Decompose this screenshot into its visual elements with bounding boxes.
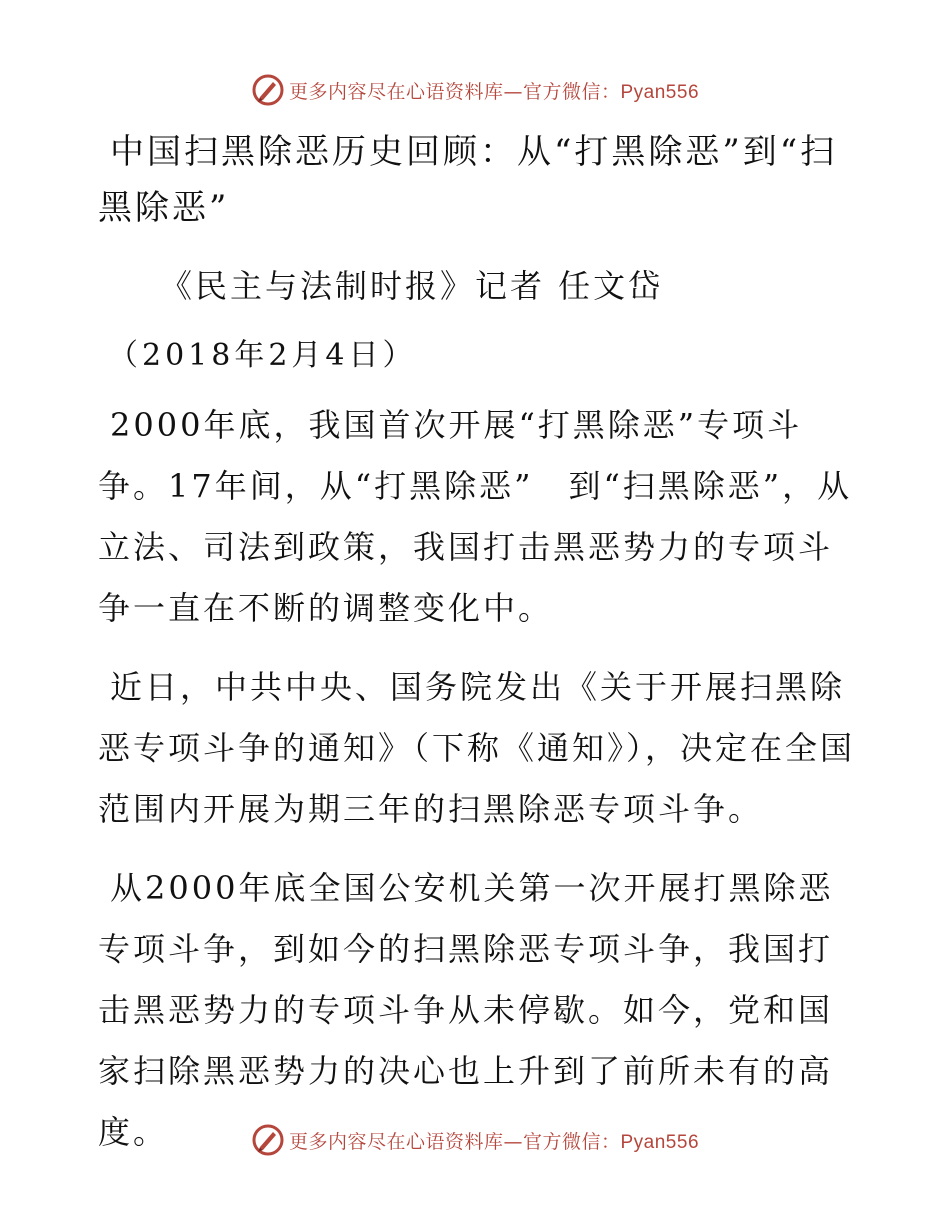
banner-text [289, 1127, 699, 1154]
wechat-id: Pyan556 [620, 1131, 700, 1153]
banner-slogan: 更多内容尽在心语资料库 [288, 80, 504, 103]
article [98, 118, 858, 1163]
banner-slogan: 更多内容尽在心语资料库 [288, 1130, 504, 1153]
article-date: （2018年2月4日） [108, 338, 417, 373]
wechat-id: Pyan556 [620, 81, 700, 103]
article-byline: 《民主与法制时报》记者 任文岱 [160, 267, 664, 305]
wechat-label: 官方微信： [522, 1130, 621, 1153]
footer-banner [0, 1120, 950, 1160]
pen-logo-icon [251, 73, 285, 107]
banner-text [289, 77, 699, 104]
paragraph: 2000年底，我国首次开展“打黑除恶”专项斗争。17年间，从“打黑除恶” 到“扫黑除恶”，从立法、司法到政策，我国打击黑恶势力的专项斗争一直在不断的调整变化中。 [98, 406, 853, 627]
banner-dash: — [503, 80, 523, 103]
banner-dash: — [503, 1130, 523, 1153]
wechat-label: 官方微信： [522, 80, 621, 103]
header-banner [0, 70, 950, 110]
article-title: 中国扫黑除恶历史回顾：从“打黑除恶”到“扫黑除恶” [98, 132, 838, 228]
paragraph: 从2000年底全国公安机关第一次开展打黑除恶专项斗争，到如今的扫黑除恶专项斗争，我国打击黑恶势力的专项斗争从未停歇。如今，党和国家扫除黑恶势力的决心也上升到了前所未有的高度。 [98, 869, 834, 1151]
paragraph: 近日，中共中央、国务院发出《关于开展扫黑除恶专项斗争的通知》（下称《通知》），决定在全国范围内开展为期三年的扫黑除恶专项斗争。 [98, 668, 856, 828]
pen-logo-icon [251, 1123, 285, 1157]
